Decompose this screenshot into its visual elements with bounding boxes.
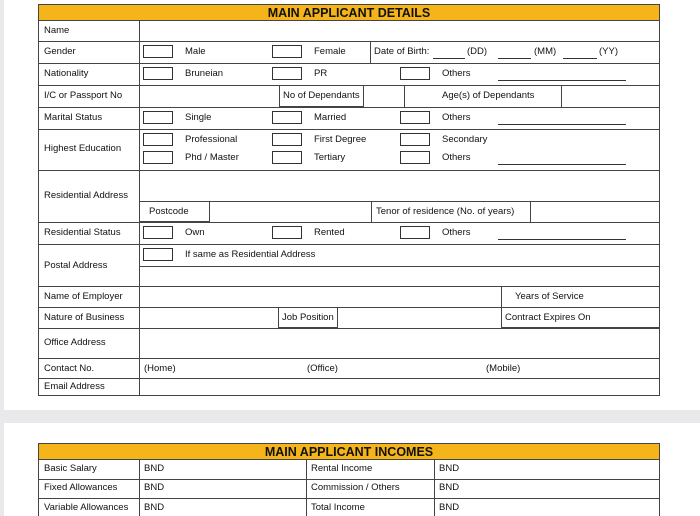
total-income-label: Total Income	[311, 502, 365, 513]
female-label: Female	[314, 46, 346, 57]
marital-others-label: Others	[442, 112, 471, 123]
cell-divider	[530, 201, 531, 222]
row-divider	[38, 63, 660, 64]
education-others-checkbox[interactable]	[400, 151, 430, 164]
tertiary-checkbox[interactable]	[272, 151, 302, 164]
fixed-allowances-currency[interactable]: BND	[144, 482, 165, 493]
commission-others-currency[interactable]: BND	[439, 482, 460, 493]
fixed-allowances-label: Fixed Allowances	[44, 482, 118, 493]
commission-others-label: Commission / Others	[311, 482, 400, 493]
ages-of-dependants-label: Age(s) of Dependants	[442, 90, 535, 101]
row-divider	[38, 498, 660, 499]
tenor-label: Tenor of residence (No. of years)	[376, 206, 515, 217]
label-postal-address: Postal Address	[44, 260, 108, 271]
table-border-right	[659, 460, 660, 516]
res-status-others-checkbox[interactable]	[400, 226, 430, 239]
row-divider	[139, 201, 660, 202]
rental-income-label: Rental Income	[311, 463, 373, 474]
table-border-bottom	[38, 395, 660, 396]
label-residential-address: Residential Address	[44, 190, 128, 201]
label-marital-status: Marital Status	[44, 112, 103, 123]
phd-master-checkbox[interactable]	[143, 151, 173, 164]
label-name: Name	[44, 25, 70, 36]
label-highest-education: Highest Education	[44, 143, 122, 154]
phone-mobile-label: (Mobile)	[486, 363, 521, 374]
bruneian-label: Bruneian	[185, 68, 224, 79]
label-nationality: Nationality	[44, 68, 89, 79]
form-page-applicant-details	[4, 0, 700, 410]
cell-divider	[404, 85, 405, 107]
row-divider	[38, 222, 660, 223]
marital-others-field[interactable]	[498, 124, 626, 125]
label-nature-of-business: Nature of Business	[44, 312, 125, 323]
postcode-label: Postcode	[149, 206, 189, 217]
cell-divider	[139, 460, 140, 516]
row-divider	[501, 307, 660, 308]
res-status-others-label: Others	[442, 227, 471, 238]
form-page-applicant-incomes	[4, 423, 700, 516]
row-divider	[38, 107, 660, 108]
total-income-currency[interactable]: BND	[439, 502, 460, 513]
marital-others-checkbox[interactable]	[400, 111, 430, 124]
row-divider	[38, 328, 660, 329]
same-as-residential-label: If same as Residential Address	[185, 249, 316, 260]
section-header-applicant-details: MAIN APPLICANT DETAILS	[38, 4, 660, 21]
married-checkbox[interactable]	[272, 111, 302, 124]
bruneian-checkbox[interactable]	[143, 67, 173, 80]
years-of-service-label: Years of Service	[515, 291, 584, 302]
row-divider	[139, 266, 660, 267]
dob-day-hint: (DD)	[467, 46, 488, 57]
basic-salary-currency[interactable]: BND	[144, 463, 165, 474]
pr-label: PR	[314, 68, 328, 79]
professional-label: Professional	[185, 134, 238, 145]
dob-year-field[interactable]	[563, 58, 597, 59]
phone-office-label: (Office)	[307, 363, 338, 374]
row-divider	[38, 41, 660, 42]
dob-year-hint: (YY)	[599, 46, 618, 57]
single-checkbox[interactable]	[143, 111, 173, 124]
first-degree-label: First Degree	[314, 134, 367, 145]
female-checkbox[interactable]	[272, 45, 302, 58]
row-divider	[38, 244, 660, 245]
dob-month-hint: (MM)	[534, 46, 557, 57]
rented-label: Rented	[314, 227, 345, 238]
nationality-others-field[interactable]	[498, 80, 626, 81]
label-residential-status: Residential Status	[44, 227, 121, 238]
label-name-of-employer: Name of Employer	[44, 291, 123, 302]
secondary-checkbox[interactable]	[400, 133, 430, 146]
phone-home-label: (Home)	[144, 363, 176, 374]
cell-divider	[434, 460, 435, 516]
professional-checkbox[interactable]	[143, 133, 173, 146]
cell-divider	[371, 201, 372, 222]
res-status-others-field[interactable]	[498, 239, 626, 240]
rental-income-currency[interactable]: BND	[439, 463, 460, 474]
contract-expires-label: Contract Expires On	[505, 312, 591, 323]
secondary-label: Secondary	[442, 134, 488, 145]
label-contact-no: Contact No.	[44, 363, 95, 374]
own-label: Own	[185, 227, 205, 238]
cell-divider	[370, 41, 371, 63]
variable-allowances-label: Variable Allowances	[44, 502, 129, 513]
first-degree-checkbox[interactable]	[272, 133, 302, 146]
single-label: Single	[185, 112, 212, 123]
cell-divider	[561, 85, 562, 107]
nationality-others-label: Others	[442, 68, 471, 79]
dob-label: Date of Birth:	[374, 46, 430, 57]
row-divider	[38, 479, 660, 480]
male-label: Male	[185, 46, 206, 57]
male-checkbox[interactable]	[143, 45, 173, 58]
job-position-label: Job Position	[282, 312, 334, 323]
tertiary-label: Tertiary	[314, 152, 346, 163]
label-email-address: Email Address	[44, 381, 105, 392]
pr-checkbox[interactable]	[272, 67, 302, 80]
section-header-applicant-incomes: MAIN APPLICANT INCOMES	[38, 443, 660, 460]
table-border-left	[38, 21, 39, 396]
married-label: Married	[314, 112, 347, 123]
rented-checkbox[interactable]	[272, 226, 302, 239]
variable-allowances-currency[interactable]: BND	[144, 502, 165, 513]
dob-month-field[interactable]	[498, 58, 531, 59]
phd-master-label: Phd / Master	[185, 152, 239, 163]
row-divider	[38, 129, 660, 130]
no-of-dependants-label: No of Dependants	[283, 90, 360, 101]
row-divider	[38, 358, 660, 359]
label-office-address: Office Address	[44, 337, 106, 348]
cell-divider	[306, 460, 307, 516]
education-others-field[interactable]	[498, 164, 626, 165]
row-divider	[38, 378, 660, 379]
basic-salary-label: Basic Salary	[44, 463, 97, 474]
table-border-right	[659, 21, 660, 396]
nationality-others-checkbox[interactable]	[400, 67, 430, 80]
row-divider	[38, 170, 660, 171]
dob-day-field[interactable]	[433, 58, 465, 59]
label-ic-passport: I/C or Passport No	[44, 90, 123, 101]
own-checkbox[interactable]	[143, 226, 173, 239]
education-others-label: Others	[442, 152, 471, 163]
label-gender: Gender	[44, 46, 76, 57]
table-border-left	[38, 460, 39, 516]
same-as-residential-checkbox[interactable]	[143, 248, 173, 261]
